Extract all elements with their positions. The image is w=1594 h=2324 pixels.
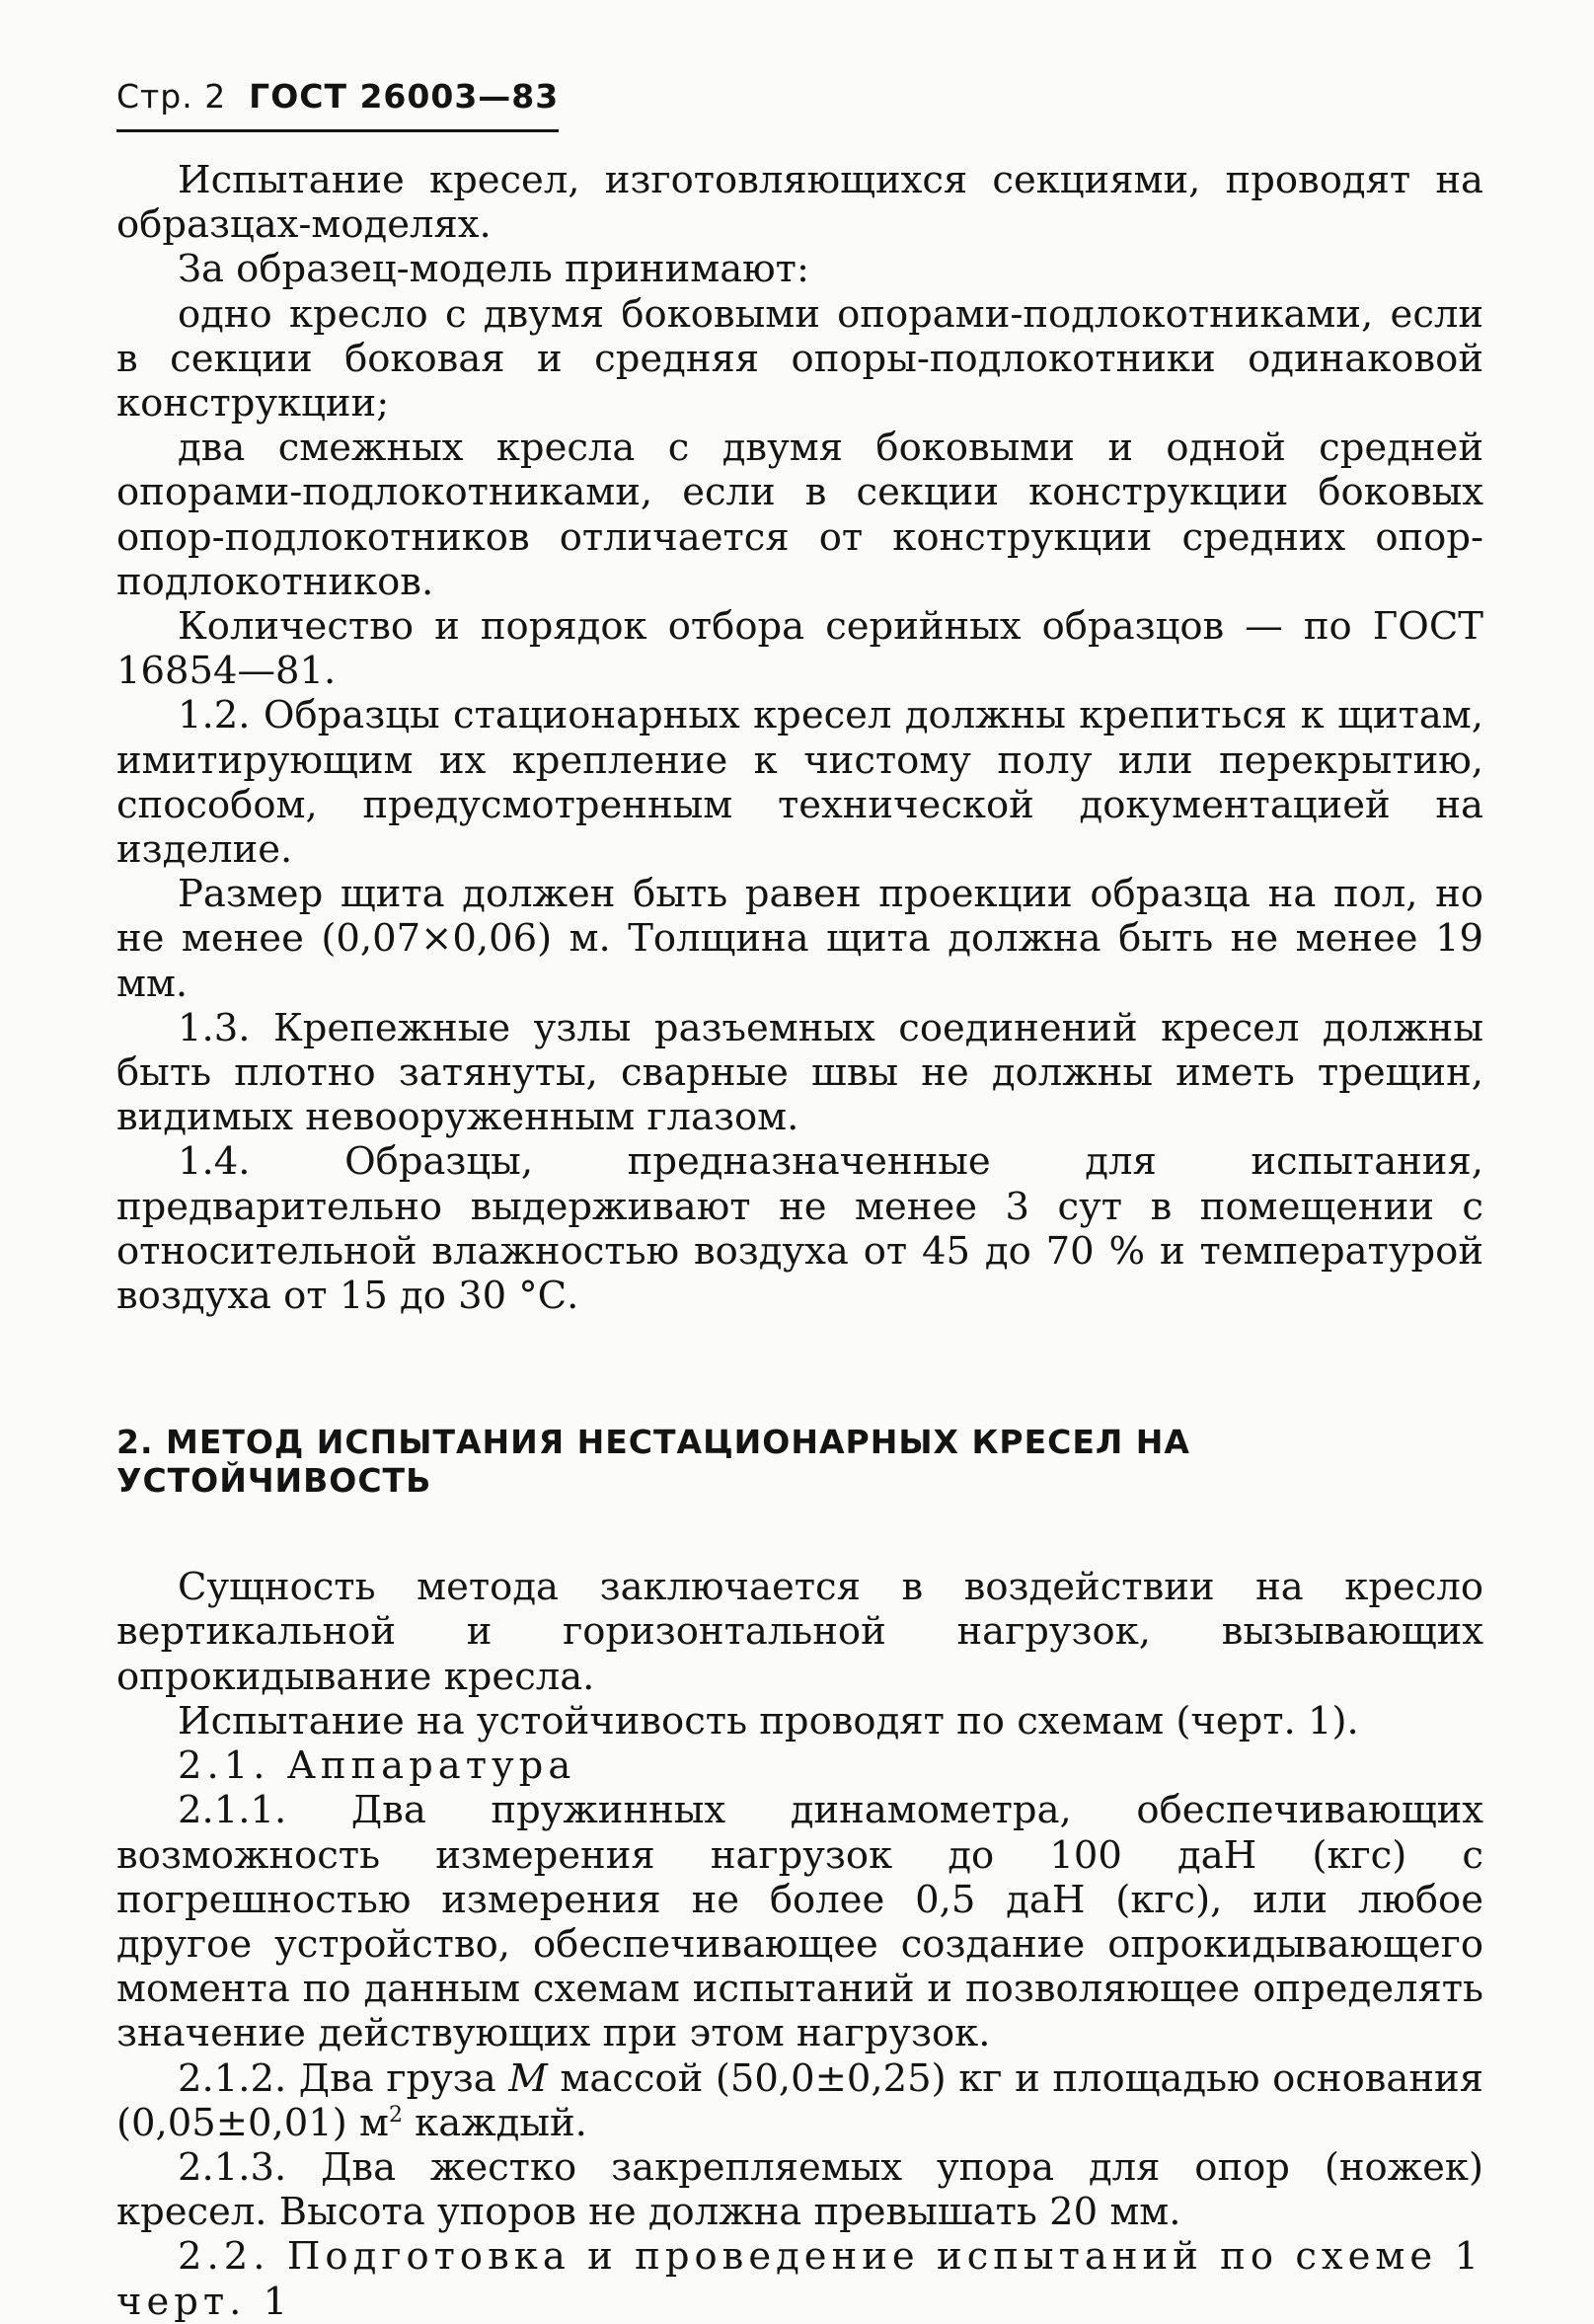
paragraph: Размер щита должен быть равен проекции образца на пол, но не менее (0,07×0,06) м. Толщина щита должна быть не менее 19 мм. [116,872,1483,1006]
paragraph: два смежных кресла с двумя боковыми и одной средней опорами-подлокотниками, если в секции конструкции боковых опор-подлокотников отличается от конструкции средних опор-подлокотников. [116,426,1483,604]
paragraph-clause-2-1-3: 2.1.3. Два жестко закрепляемых упора для опор (ножек) кресел. Высота упоров не должна превышать 20 мм. [116,2144,1483,2235]
superscript: 2 [388,2102,403,2128]
section-2-heading: 2. МЕТОД ИСПЫТАНИЯ НЕСТАЦИОНАРНЫХ КРЕСЕЛ НА УСТОЙЧИВОСТЬ [116,1423,1190,1501]
text-run: каждый. [402,2100,587,2145]
document-body [116,158,1483,2324]
paragraph-clause-2-1-1: 2.1.1. Два пружинных динамометра, обеспечивающих возможность измерения нагрузок до 100 даН (кгс) с погрешностью измерения не более 0,5 даН (кгс), или любое другое устройство, обеспечивающее создание опрокидывающего момента по данным схемам испытаний и позволяющее определять значение действующих при этом нагрузок. [116,1788,1483,2056]
text-run: массой (50,0±0,25) кг и площадью основания (0,05±0,01) м [116,2055,1483,2145]
paragraph: Испытание на устойчивость проводят по схемам (черт. 1). [178,1698,1359,1743]
subsection-2-2-heading: 2.2. Подготовка и проведение испытаний по схеме 1 черт. 1 [116,2234,1483,2324]
paragraph-clause-1-2: 1.2. Образцы стационарных кресел должны крепиться к щитам, имитирующим их крепление к чистому полу или перекрытию, способом, предусмотренным технической документацией на изделие. [116,693,1483,873]
paragraph: одно кресло с двумя боковыми опорами-подлокотниками, если в секции боковая и средняя опоры-подлокотники одинаковой конструкции; [116,291,1483,426]
page-label: Стр. 2 [116,77,227,116]
page-header [116,77,559,132]
standard-number: ГОСТ 26003—83 [249,77,560,116]
paragraph: Сущность метода заключается в воздействии на кресло вертикальной и горизонтальной нагрузок, вызывающих опрокидывание кресла. [116,1565,1483,1699]
subsection-2-1-heading: 2.1. Аппаратура [178,1743,576,1789]
paragraph-clause-2-1-2 [116,2056,1483,2145]
paragraph-clause-1-3: 1.3. Крепежные узлы разъемных соединений кресел должны быть плотно затянуты, сварные швы не должны иметь трещин, видимых невооруженным глазом. [116,1005,1483,1140]
paragraph: Количество и порядок отбора серийных образцов — по ГОСТ 16854—81. [116,604,1483,694]
symbol-m: М [508,2055,548,2101]
paragraph: Испытание кресел, изготовляющихся секциями, проводят на образцах-моделях. [116,158,1483,248]
text-run: 2.1.2. Два груза [178,2055,509,2101]
paragraph: За образец-модель принимают: [178,247,809,292]
paragraph-clause-1-4: 1.4. Образцы, предназначенные для испытания, предварительно выдерживают не менее 3 сут в помещении с относительной влажностью воздуха от 45 до 70 % и температурой воздуха от 15 до 30 °С. [116,1139,1483,1319]
